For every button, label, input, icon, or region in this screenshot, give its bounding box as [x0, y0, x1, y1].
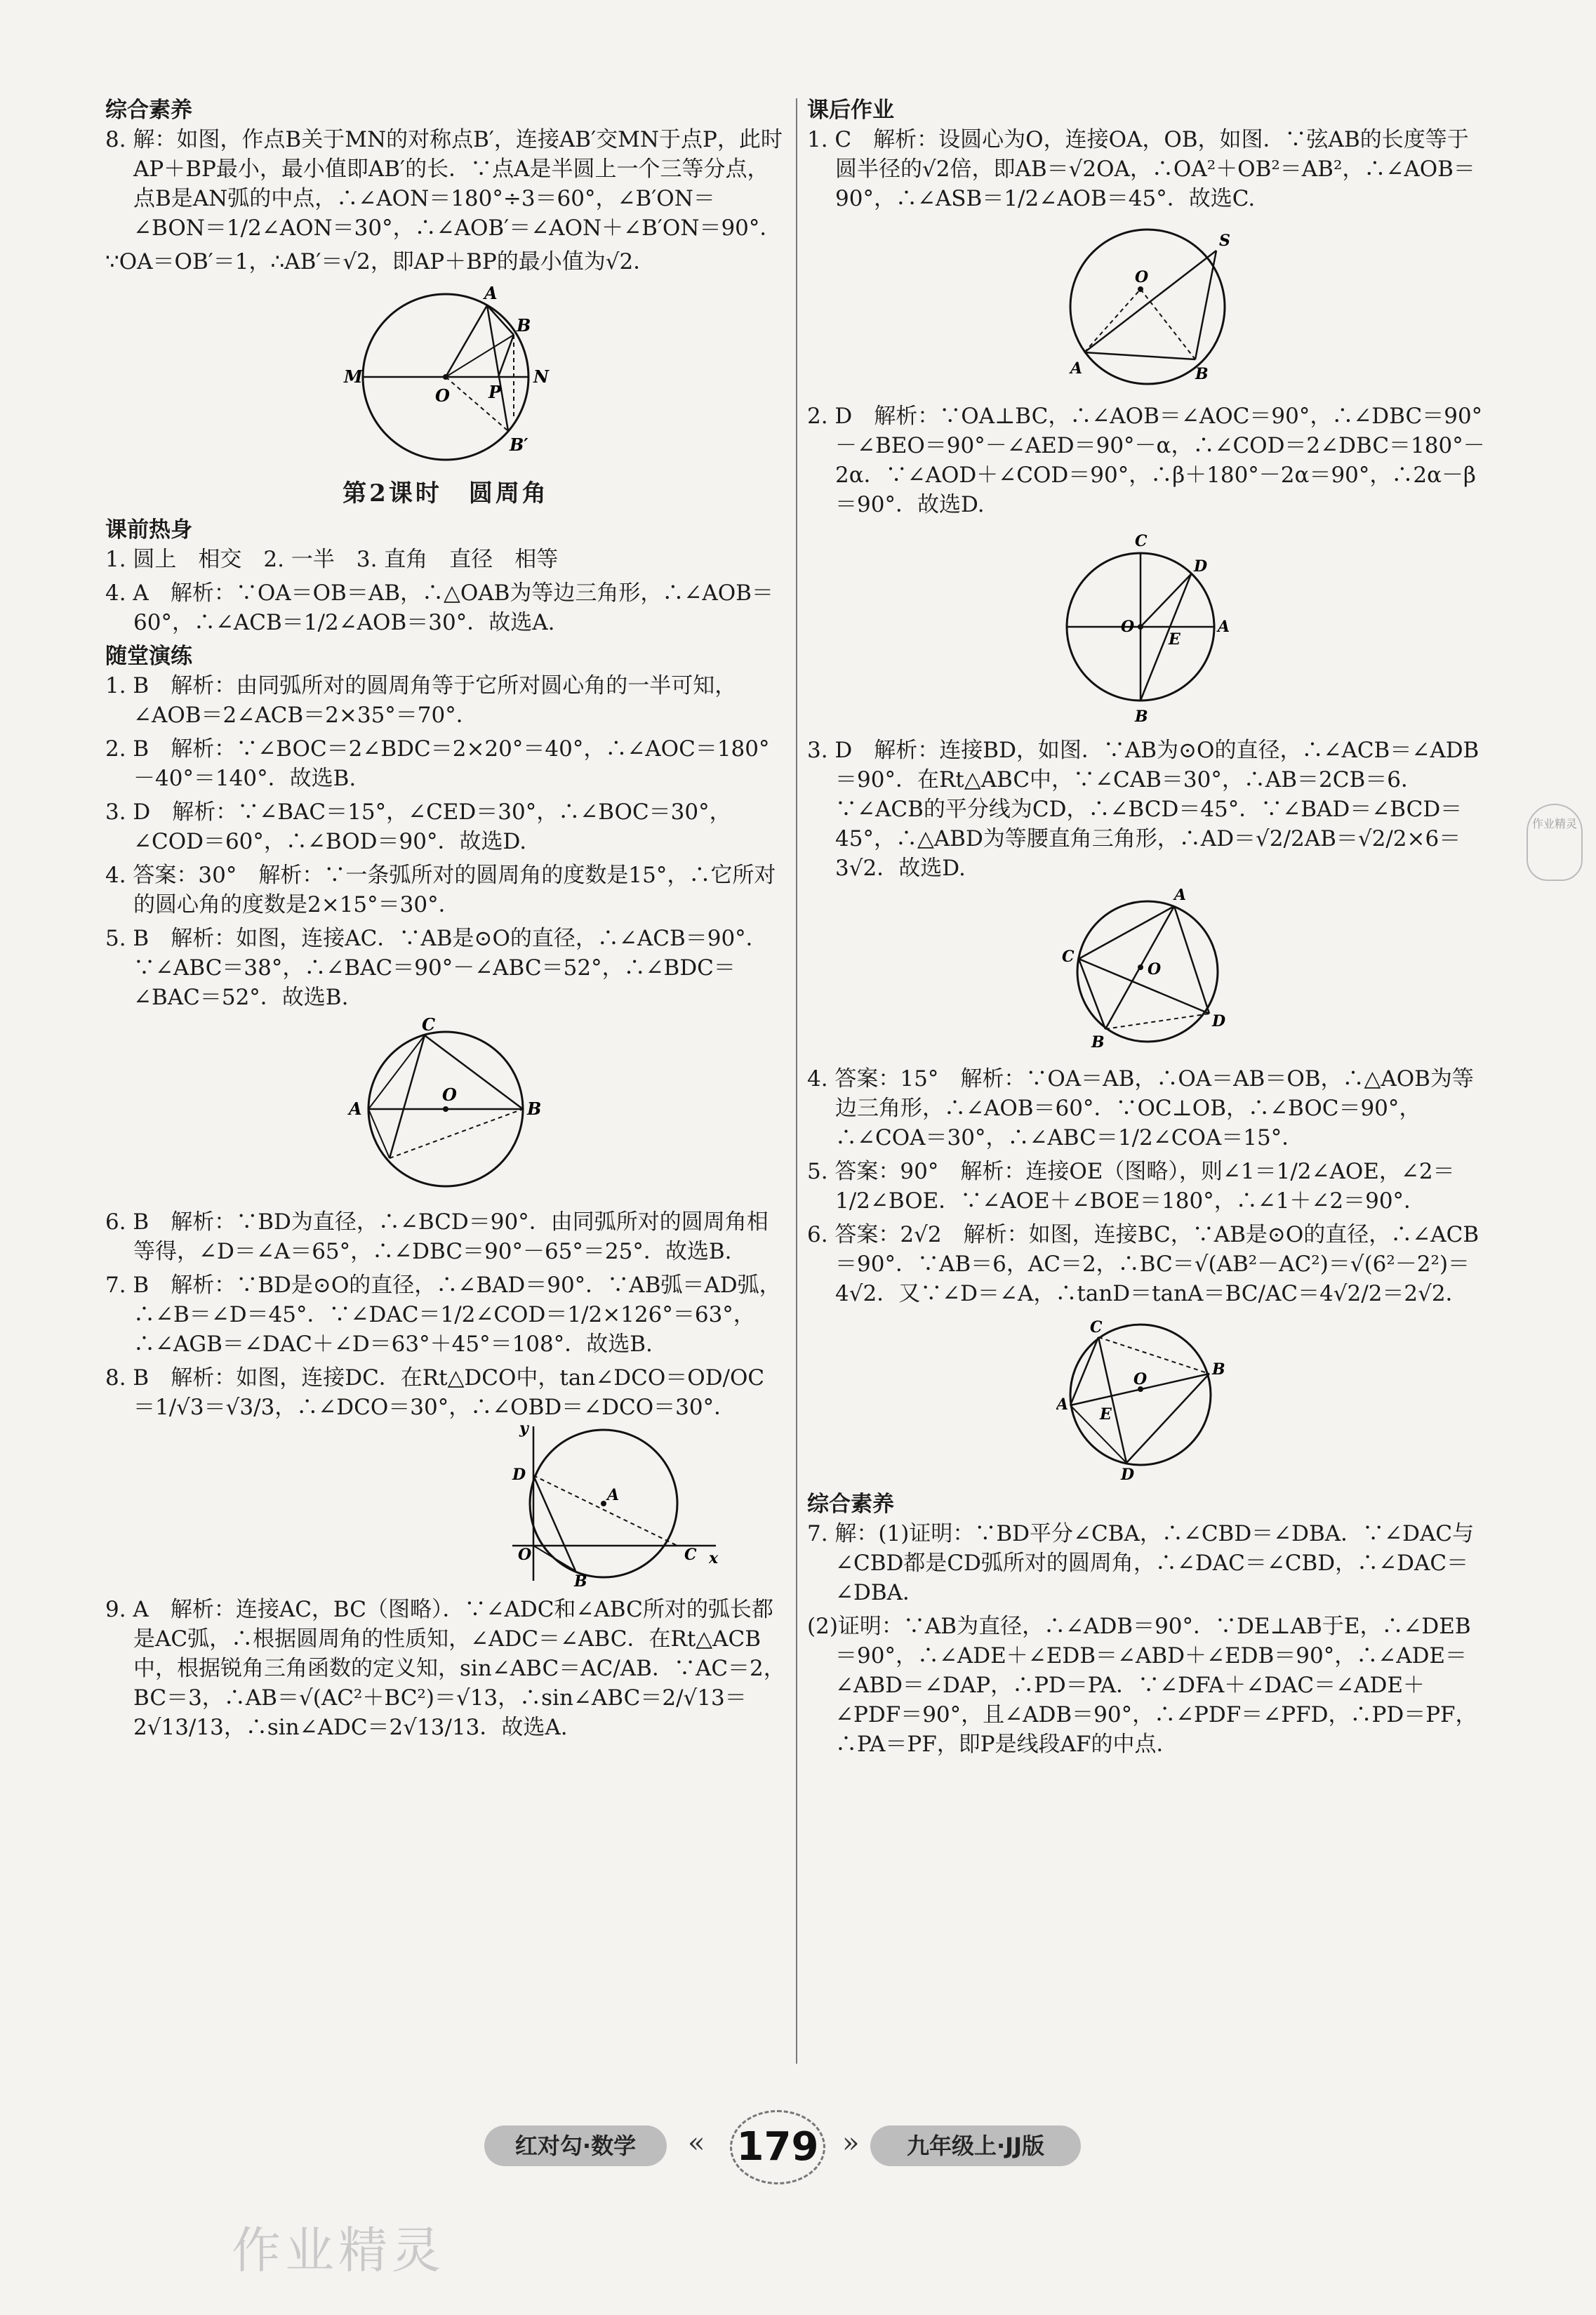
label-b: B	[517, 315, 531, 336]
label-b-prime: B′	[510, 435, 528, 455]
label-o: O	[1148, 960, 1162, 979]
label-a: A	[1218, 618, 1230, 636]
label-b: B	[527, 1099, 542, 1119]
section-heading: 综合素养	[105, 98, 192, 123]
label-d: D	[1212, 1012, 1226, 1030]
lesson-title: 第2课时 圆周角	[343, 479, 549, 508]
watermark-stamp: 作业精灵	[1527, 804, 1583, 881]
answer-item: 6. B 解析：∵BD为直径，∴∠BCD＝90°．由同弧所对的圆周角相等得，∠D＝∠A＝65°，∴∠DBC＝90°－65°＝25°．故选B.	[105, 1209, 769, 1264]
figure-circle-cbde	[1056, 1314, 1239, 1482]
label-a: A	[484, 283, 498, 303]
answer-item: 1. 圆上 相交 2. 一半 3. 直角 直径 相等	[105, 547, 559, 572]
label-x: x	[709, 1549, 719, 1567]
label-c: C	[422, 1018, 436, 1035]
answer-item: 1. C 解析：设圆心为O，连接OA，OB，如图．∵弦AB的长度等于圆半径的√2倍，即AB＝√2OA，∴OA²＋OB²＝AB²，∴∠AOB＝90°，∴∠ASB＝1/2∠AOB＝45°．故选C.	[807, 127, 1475, 211]
label-a: A	[607, 1486, 620, 1504]
answer-item: 8. 解：如图，作点B关于MN的对称点B′，连接AB′交MN于点P，此时AP＋BP最小，最小值即AB′的长．∵点A是半圆上一个三等分点，点B是AN弧的中点，∴∠AON＝180°÷3＝60°，∠B′ON＝∠BON＝1/2∠AON＝30°，∴∠AOB′＝∠AON＋∠B′ON＝90°．	[105, 127, 783, 241]
answer-item: 7. B 解析：∵BD是⊙O的直径，∴∠BAD＝90°．∵AB弧＝AD弧，∴∠B＝∠D＝45°．∵∠DAC＝1/2∠COD＝1/2×126°＝63°，∴∠AGB＝∠DAC＋∠D＝63°＋45°＝108°．故选B.	[105, 1273, 781, 1357]
label-a: A	[349, 1099, 362, 1119]
label-s: S	[1219, 232, 1230, 250]
label-a: A	[1056, 1395, 1069, 1414]
answer-item: (2)证明：∵AB为直径，∴∠ADB＝90°．∵DE⊥AB于E，∴∠DEB＝90°，∴∠ADE＋∠EDB＝∠ABD＋∠EDB＝90°，∴∠ADE＝∠ABD＝∠DAP，∴PD＝PA．∵∠DFA＋∠DAC＝∠ADE＋∠PDF＝90°，且∠ADB＝90°，∴∠PDF＝∠PFD，∴PD＝PF，∴PA＝PF，即P是线段AF的中点．	[807, 1614, 1477, 1757]
label-y: y	[519, 1419, 528, 1438]
answer-item: 7. 解：(1)证明：∵BD平分∠CBA，∴∠CBD＝∠DBA．∵∠DAC与∠CBD都是CD弧所对的圆周角，∴∠DAC＝∠CBD，∴∠DAC＝∠DBA．	[807, 1521, 1475, 1605]
answer-item: ∵OA＝OB′＝1，∴AB′＝√2，即AP＋BP的最小值为√2．	[105, 249, 656, 274]
label-c: C	[684, 1546, 697, 1564]
figure-circle-bcde	[1056, 525, 1239, 729]
section-heading: 随堂演练	[105, 644, 192, 669]
label-b: B	[1091, 1033, 1105, 1052]
footer-left-quote: «	[688, 2127, 705, 2159]
label-p: P	[488, 382, 502, 402]
label-c: C	[1135, 532, 1148, 550]
label-o: O	[518, 1546, 532, 1564]
label-b: B	[1135, 708, 1148, 726]
page-footer	[421, 2106, 1123, 2190]
answer-item: 2. B 解析：∵∠BOC＝2∠BDC＝2×20°＝40°，∴∠AOC＝180°－40°＝140°．故选B.	[105, 736, 770, 791]
label-b: B	[1212, 1360, 1225, 1379]
right-column	[807, 91, 1488, 1763]
section-heading: 综合素养	[807, 1492, 894, 1517]
answer-item: 5. B 解析：如图，连接AC．∵AB是⊙O的直径，∴∠ACB＝90°．∵∠ABC＝38°，∴∠BAC＝90°－∠ABC＝52°，∴∠BDC＝∠BAC＝52°．故选B.	[105, 926, 768, 1010]
section-heading: 课前热身	[105, 517, 192, 543]
answer-item: 3. D 解析：连接BD，如图．∵AB为⊙O的直径，∴∠ACB＝∠ADB＝90°．在Rt△ABC中，∵∠CAB＝30°，∴AB＝2CB＝6．∵∠ACB的平分线为CD，∴∠BCD＝45°．∵∠BAD＝∠BCD＝45°，∴△ABD为等腰直角三角形，∴AD＝√2/2AB＝√2/2×6＝3√2．故选D.	[807, 738, 1479, 881]
footer-book-title: 红对勾·数学	[484, 2125, 667, 2166]
page-number: 179	[730, 2110, 825, 2184]
label-o: O	[1135, 268, 1149, 286]
answer-item: 5. 答案：90° 解析：连接OE（图略），则∠1＝1/2∠AOE，∠2＝1/2∠BOE．∵∠AOE＋∠BOE＝180°，∴∠1＋∠2＝90°．	[807, 1159, 1455, 1214]
section-heading: 课后作业	[807, 98, 894, 123]
label-o: O	[1133, 1370, 1148, 1388]
label-c: C	[1090, 1318, 1103, 1336]
label-b: B	[574, 1572, 587, 1588]
label-o: O	[442, 1084, 457, 1105]
left-column	[105, 91, 786, 1746]
figure-coordinate-circle	[498, 1419, 723, 1588]
column-divider	[796, 98, 797, 2064]
figure-circle-asb	[1056, 219, 1239, 394]
figure-circle-abc	[340, 1018, 551, 1200]
watermark-text: 作业精灵	[232, 2222, 445, 2279]
label-d: D	[1121, 1466, 1135, 1482]
answer-item: 6. 答案：2√2 解析：如图，连接BC，∵AB是⊙O的直径，∴∠ACB＝90°．∵AB＝6，AC＝2，∴BC＝√(AB²－AC²)＝√(6²－2²)＝4√2．又∵∠D＝∠A，∴tanD＝tanA＝BC/AC＝4√2/2＝2√2．	[807, 1222, 1479, 1306]
label-o: O	[1121, 618, 1135, 636]
label-a: A	[1070, 359, 1083, 378]
answer-item: 1. B 解析：由同弧所对的圆周角等于它所对圆心角的一半可知，∠AOB＝2∠ACB＝2×35°＝70°．	[105, 673, 737, 728]
label-b: B	[1195, 365, 1209, 383]
label-d: D	[1194, 557, 1208, 576]
label-d: D	[512, 1466, 526, 1484]
label-o: O	[435, 385, 450, 406]
footer-right-quote: »	[842, 2127, 860, 2159]
answer-item: 4. 答案：15° 解析：∵OA＝AB，∴OA＝AB＝OB，∴△AOB为等边三角形，∴∠AOB＝60°．∵OC⊥OB，∴∠BOC＝90°，∴∠COA＝30°，∴∠ABC＝1/2∠COA＝15°．	[807, 1066, 1474, 1150]
label-e: E	[1100, 1405, 1112, 1424]
footer-grade-edition: 九年级上·JJ版	[870, 2125, 1081, 2166]
label-e: E	[1169, 630, 1181, 649]
figure-circle-acbd	[1056, 889, 1239, 1057]
figure-semicircle-mn	[330, 282, 561, 472]
answer-item: 4. 答案：30° 解析：∵一条弧所对的圆周角的度数是15°，∴它所对的圆心角的度数是2×15°＝30°．	[105, 863, 776, 917]
answer-item: 3. D 解析：∵∠BAC＝15°，∠CED＝30°，∴∠BOC＝30°，∠COD＝60°，∴∠BOD＝90°．故选D.	[105, 800, 731, 854]
answer-item: 4. A 解析：∵OA＝OB＝AB，∴△OAB为等边三角形，∴∠AOB＝60°，∴∠ACB＝1/2∠AOB＝30°．故选A.	[105, 581, 773, 635]
label-m: M	[344, 366, 363, 387]
answer-item: 2. D 解析：∵OA⊥BC，∴∠AOB＝∠AOC＝90°，∴∠DBC＝90°－∠BEO＝90°－∠AED＝90°－α，∴∠COD＝2∠DBC＝180°－2α．∵∠AOD＋∠COD＝90°，∴β＋180°－2α＝90°，∴2α－β＝90°．故选D.	[807, 404, 1485, 517]
label-a: A	[1174, 889, 1187, 904]
answer-item: 8. B 解析：如图，连接DC．在Rt△DCO中，tan∠DCO＝OD/OC＝1/√3＝√3/3，∴∠DCO＝30°，∴∠OBD＝∠DCO＝30°．	[105, 1365, 765, 1420]
label-n: N	[533, 366, 549, 387]
label-c: C	[1062, 948, 1075, 966]
answer-item: 9. A 解析：连接AC，BC（图略）．∵∠ADC和∠ABC所对的弧长都是AC弧，∴根据圆周角的性质知，∠ADC＝∠ABC．在Rt△ACB中，根据锐角三角函数的定义知，sin∠ABC＝AC/AB．∵AC＝2，BC＝3，∴AB＝√(AC²＋BC²)＝√13，∴sin∠ABC＝2/√13＝2√13/13，∴sin∠ADC＝2√13/13．故选A.	[105, 1597, 785, 1740]
